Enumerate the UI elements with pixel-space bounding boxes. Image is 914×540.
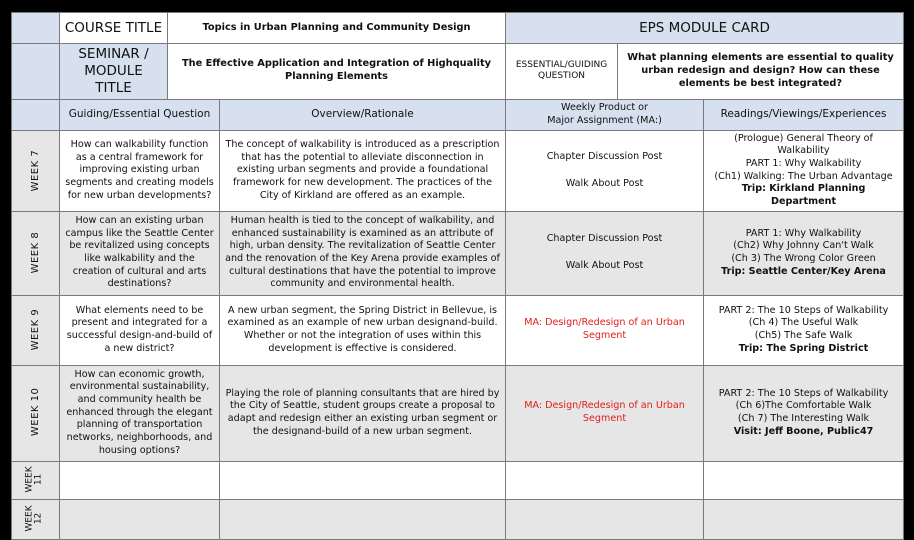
week-9-reading-1: PART 2: The 10 Steps of Walkability [718, 304, 889, 316]
col-header-product-line2: Major Assignment (MA:) [547, 114, 662, 126]
week-8-question: How can an existing urban campus like the Seattle Center be revitalized using concepts like walkability and the creation of cultural and arts destinations? [60, 211, 220, 295]
week-10-reading-2: (Ch 6)The Comfortable Walk [735, 400, 872, 412]
week-7-question: How can walkability function as a central framework for improving existing urban segments and creating models for new urban developments? [60, 130, 220, 211]
week-9-major-assignment: MA: Design/Redesign of an Urban Segment [506, 295, 704, 365]
week-12-products [506, 499, 704, 539]
week-10-readings [704, 365, 904, 461]
week-7-label: WEEK 7 [29, 149, 41, 192]
week-10-overview: Playing the role of planning consultants that are hired by the City of Seattle, student groups create a proposal to adapt and redesign either an existing urban segment or the designand-build of a new urban segment. [220, 365, 506, 461]
module-title-label-line2: MODULE TITLE [84, 62, 143, 96]
week-10-trip: Visit: Jeff Boone, Public47 [733, 425, 874, 437]
corner-cell-2 [12, 44, 60, 100]
week-12-question [60, 499, 220, 539]
essential-question-value: What planning elements are essential to quality urban redesign and design? How can these elements be best integrated? [618, 44, 904, 100]
week-9-label: WEEK 9 [29, 309, 41, 351]
col-header-product-line1: Weekly Product or [561, 101, 648, 113]
week-10-label-cell [12, 365, 60, 461]
corner-cell [12, 13, 60, 44]
week-9-label-cell [12, 295, 60, 365]
col-header-readings: Readings/Viewings/Experiences [704, 99, 904, 130]
week-7-label-cell [12, 130, 60, 211]
module-card-table [11, 12, 904, 540]
week-12-label-word: WEEK [25, 505, 36, 532]
week-12-label [26, 505, 45, 531]
week-8-product-2: Walk About Post [565, 260, 644, 272]
week-10-major-assignment: MA: Design/Redesign of an Urban Segment [506, 365, 704, 461]
course-title-value: Topics in Urban Planning and Community Design [168, 13, 506, 44]
week-9-overview: A new urban segment, the Spring District in Bellevue, is examined as an example of new urban designand-build. Whether or not the integration of uses within this development is effective is considered. [220, 295, 506, 365]
corner-cell-3 [12, 99, 60, 130]
col-header-product [506, 99, 704, 130]
week-12-label-cell [12, 499, 60, 539]
week-11-readings [704, 461, 904, 499]
week-8-label: WEEK 8 [29, 232, 41, 274]
week-7-product-1: Chapter Discussion Post [546, 150, 663, 162]
week-12-label-number: 12 [34, 512, 45, 525]
week-9-question: What elements need to be present and integrated for a successful design-and-build of a new district? [60, 295, 220, 365]
week-11-label-cell [12, 461, 60, 499]
week-8-reading-1: PART 1: Why Walkability [745, 227, 862, 239]
week-8-product-1: Chapter Discussion Post [546, 233, 663, 245]
week-11-label-number: 11 [34, 473, 45, 486]
week-10-label: WEEK 10 [29, 388, 41, 437]
week-10-reading-1: PART 2: The 10 Steps of Walkability [718, 387, 889, 399]
week-8-label-cell [12, 211, 60, 295]
week-8-readings [704, 211, 904, 295]
week-12-readings [704, 499, 904, 539]
week-9-readings [704, 295, 904, 365]
week-7-products [506, 130, 704, 211]
col-header-overview: Overview/Rationale [220, 99, 506, 130]
module-title-label [60, 44, 168, 100]
week-9-trip: Trip: The Spring District [738, 342, 869, 354]
week-7-overview: The concept of walkability is introduced as a prescription that has the potential to alleviate disconnection in existing urban segments and provide a foundational framework for new development. The practices of the City of Kirkland are offered as an example. [220, 130, 506, 211]
module-title-label-line1: SEMINAR / [78, 46, 149, 62]
module-card [11, 12, 903, 532]
week-12-overview [220, 499, 506, 539]
week-10-reading-3: (Ch 7) The Interesting Walk [737, 413, 870, 425]
essential-question-label: ESSENTIAL/GUIDING QUESTION [506, 44, 618, 100]
week-7-reading-1: (Prologue) General Theory of Walkability [734, 132, 873, 157]
week-9-reading-3: (Ch5) The Safe Walk [754, 330, 853, 342]
week-11-question [60, 461, 220, 499]
week-11-overview [220, 461, 506, 499]
week-8-trip: Trip: Seattle Center/Key Arena [721, 265, 886, 277]
week-7-readings [704, 130, 904, 211]
week-11-label-word: WEEK [25, 466, 36, 493]
module-title-value: The Effective Application and Integration of Highquality Planning Elements [168, 44, 506, 100]
week-8-overview: Human health is tied to the concept of walkability, and enhanced sustainability is examined as an attribute of high, urban density. The revitalization of Seattle Center and the renovation of the Key Arena provide examples of cultural destinations that have the potential to improve community and environmental health. [220, 211, 506, 295]
card-title: EPS MODULE CARD [506, 13, 904, 44]
week-8-products [506, 211, 704, 295]
course-title-label: COURSE TITLE [60, 13, 168, 44]
week-10-question: How can economic growth, environmental sustainability, and community health be enhanced through the elegant planning of transportation networks, neighborhoods, and housing options? [60, 365, 220, 461]
week-7-reading-3: (Ch1) Walking: The Urban Advantage [714, 170, 893, 182]
week-11-label [26, 466, 45, 492]
week-7-reading-2: PART 1: Why Walkability [745, 157, 862, 169]
week-8-reading-3: (Ch 3) The Wrong Color Green [731, 253, 876, 265]
week-11-products [506, 461, 704, 499]
week-7-trip: Trip: Kirkland Planning Department [741, 183, 866, 207]
week-7-product-2: Walk About Post [565, 177, 644, 189]
week-9-reading-2: (Ch 4) The Useful Walk [748, 317, 859, 329]
col-header-guiding: Guiding/Essential Question [60, 99, 220, 130]
week-8-reading-2: (Ch2) Why Johnny Can't Walk [733, 240, 874, 252]
